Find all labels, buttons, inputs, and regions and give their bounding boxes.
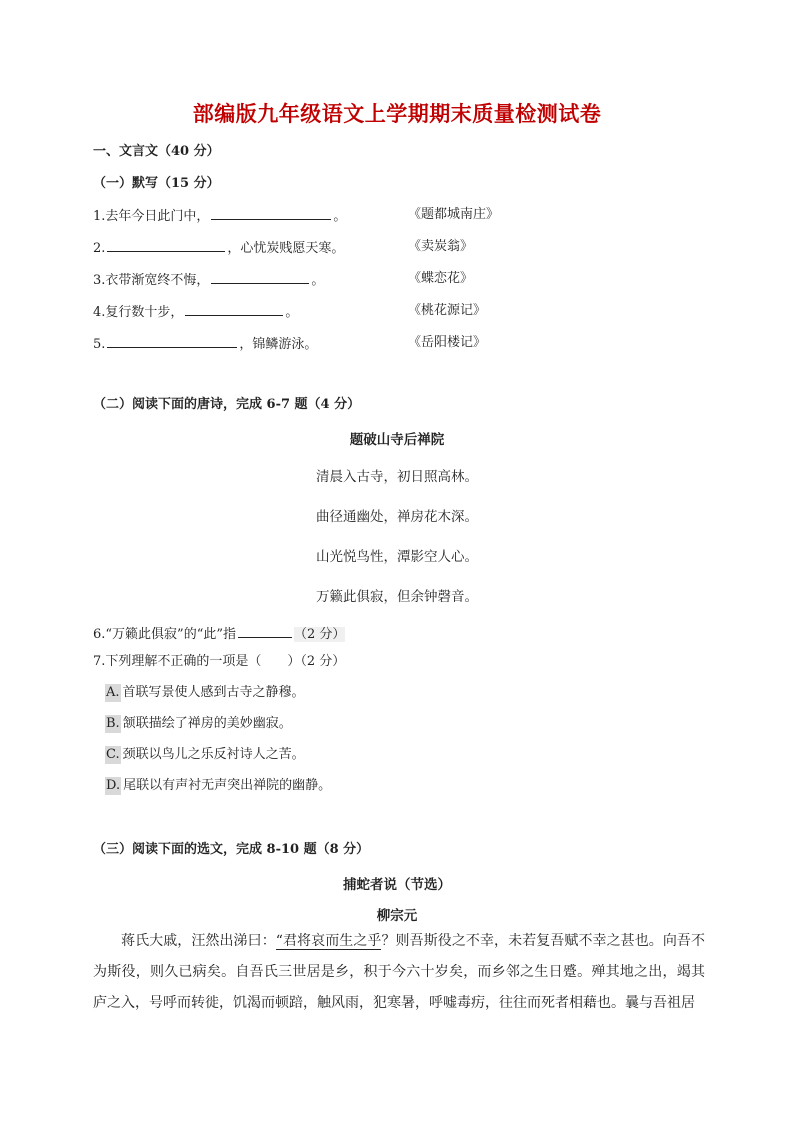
answer-blank-3[interactable]	[211, 270, 309, 284]
option-d-letter: D.	[106, 778, 121, 793]
essay-author: 柳宗元	[376, 908, 418, 924]
poem-line-4: 万籁此俱寂，但余钟磬音。	[316, 589, 478, 605]
essay-paragraph	[93, 926, 705, 1019]
dictation-source-5: 《岳阳楼记》	[408, 335, 487, 350]
dictation-item-3-text: 3.衣带渐宽终不悔，	[93, 273, 210, 288]
dictation-item-5-end: ，锦鳞游泳。	[239, 337, 318, 352]
option-b-letter: B.	[106, 716, 120, 731]
dictation-item-2-text: 2.	[93, 241, 106, 256]
question-6-blank[interactable]	[238, 624, 292, 638]
option-d[interactable]	[105, 777, 331, 795]
dictation-item-1-end: 。	[333, 209, 347, 224]
option-a-text: 首联写景使人感到古寺之静穆。	[122, 685, 305, 700]
part2-heading: （二）阅读下面的唐诗，完成 6-7 题（4 分）	[93, 397, 361, 412]
dictation-source-1: 《题都城南庄》	[408, 207, 500, 222]
option-d-text: 尾联以有声衬无声突出禅院的幽静。	[123, 778, 332, 793]
answer-blank-2[interactable]	[107, 238, 225, 252]
option-c[interactable]	[105, 746, 305, 764]
answer-blank-4[interactable]	[185, 302, 283, 316]
essay-title: 捕蛇者说（节选）	[343, 877, 451, 893]
question-7: 7.下列理解不正确的一项是（ ）（2 分）	[93, 654, 346, 669]
essay-paragraph-rest: ？则吾斯役之不幸，未若复吾赋不幸之甚也。向吾不为斯役，则久已病矣。自吾氏三世居是乡，积于今六十岁矣，而乡邻之生日蹙。殚其地之出，竭其庐之入，号呼而转徙，饥渴而顿踣，触风雨，犯寒暑，呼嘘毒疠，往往而死者相藉也。曩与吾祖居	[93, 933, 706, 1011]
answer-blank-5[interactable]	[107, 334, 237, 348]
dictation-item-2-end: ，心忧炭贱愿天寒。	[227, 241, 345, 256]
dictation-item-1-text: 1.去年今日此门中，	[93, 209, 210, 224]
dictation-item-2	[93, 238, 344, 258]
option-b-text: 颔联描绘了禅房的美妙幽寂。	[122, 716, 292, 731]
option-c-letter: C.	[106, 747, 120, 762]
option-a-letter: A.	[106, 685, 120, 700]
question-6	[93, 624, 345, 644]
dictation-item-3-end: 。	[311, 273, 325, 288]
option-c-text: 颈联以鸟儿之乐反衬诗人之苦。	[122, 747, 305, 762]
essay-paragraph-start: 蒋氏大戚，汪然出涕曰：	[121, 933, 276, 949]
poem-title: 题破山寺后禅院	[349, 432, 445, 448]
dictation-item-4-text: 4.复行数十步，	[93, 305, 184, 320]
dictation-source-3: 《蝶恋花》	[408, 271, 474, 286]
dictation-item-1	[93, 206, 346, 226]
question-6-text: 6.“万籁此俱寂”的“此”指	[93, 627, 236, 642]
poem-line-3: 山光悦鸟性，潭影空人心。	[316, 549, 478, 565]
essay-underlined-sentence: “君将哀而生之乎	[275, 933, 382, 949]
dictation-item-5-text: 5.	[93, 337, 106, 352]
dictation-item-4-end: 。	[285, 305, 299, 320]
dictation-item-5	[93, 334, 317, 354]
poem-line-2: 曲径通幽处，禅房花木深。	[316, 509, 478, 525]
exam-title: 部编版九年级语文上学期期末质量检测试卷	[192, 101, 602, 126]
part1-heading: （一）默写（15 分）	[93, 176, 220, 191]
dictation-source-2: 《卖炭翁》	[408, 239, 474, 254]
question-6-score: （2 分）	[294, 627, 346, 642]
part3-heading: （三）阅读下面的选文，完成 8-10 题（8 分）	[93, 842, 370, 857]
option-a[interactable]	[105, 684, 305, 702]
dictation-item-4	[93, 302, 298, 322]
section-heading-classical: 一、文言文（40 分）	[93, 144, 220, 159]
answer-blank-1[interactable]	[211, 206, 331, 220]
dictation-source-4: 《桃花源记》	[408, 303, 487, 318]
poem-line-1: 清晨入古寺，初日照高林。	[316, 469, 478, 485]
dictation-item-3	[93, 270, 324, 290]
option-b[interactable]	[105, 715, 292, 733]
